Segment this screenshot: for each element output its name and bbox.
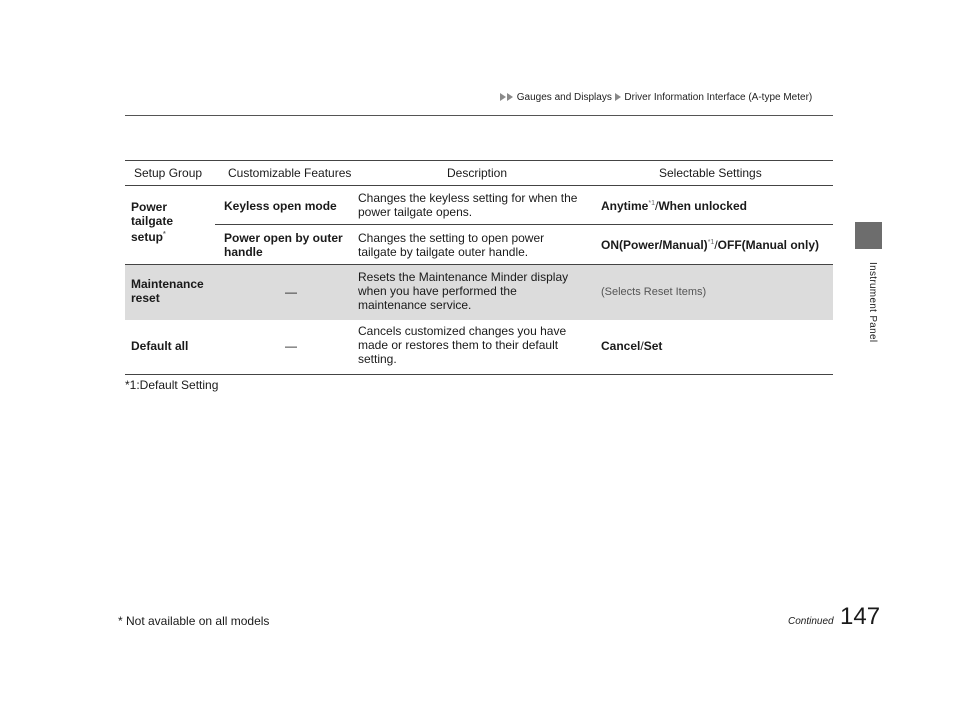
page-number: 147 (840, 603, 881, 630)
group-maintenance-reset (131, 277, 204, 305)
row-divider (215, 224, 833, 225)
feature-none: — (285, 339, 297, 353)
footnote-mark: * (163, 231, 166, 238)
header-description: Description (447, 166, 508, 180)
description-line: power tailgate opens. (358, 205, 473, 219)
separator: / (640, 339, 644, 353)
table-row-default-all (125, 320, 833, 375)
settings-table (125, 160, 833, 375)
table-row-maintenance-reset (125, 264, 833, 320)
table-row-power-tailgate (125, 186, 833, 264)
separator: / (654, 199, 659, 213)
group-label-line: tailgate (131, 214, 174, 228)
feature-line: Power open by outer (224, 231, 343, 245)
group-default-all: Default all (131, 339, 189, 353)
description-default-all (358, 324, 566, 366)
setting-option: When unlocked (658, 199, 747, 213)
description-power-open-outer-handle (358, 231, 544, 259)
feature-power-open-outer-handle (224, 231, 343, 259)
setting-option: ON(Power/Manual) (601, 238, 708, 252)
header-selectable-settings: Selectable Settings (659, 166, 762, 180)
header-setup-group: Setup Group (134, 166, 203, 180)
settings-power-open-outer-handle (601, 238, 819, 252)
description-line: setting. (358, 352, 397, 366)
description-line: Resets the Maintenance Minder display (358, 270, 569, 284)
feature-line: handle (224, 245, 263, 259)
description-line: Cancels customized changes you have (358, 324, 567, 338)
description-line: tailgate by tailgate outer handle. (358, 245, 529, 259)
table-header-row (125, 160, 833, 186)
settings-default-all (601, 339, 662, 353)
breadcrumb (500, 92, 812, 103)
breadcrumb-topic: Driver Information Interface (A-type Meter) (624, 92, 813, 103)
arrow-icon (500, 93, 506, 101)
header-customizable-features: Customizable Features (228, 166, 352, 180)
header-rule (125, 115, 833, 116)
default-mark: *1 (648, 200, 655, 207)
group-label-line: Power (131, 200, 168, 214)
description-line: maintenance service. (358, 298, 472, 312)
feature-none: — (285, 285, 297, 299)
setting-option: OFF(Manual only) (717, 238, 819, 252)
setting-option: Anytime (601, 199, 649, 213)
default-mark: *1 (707, 239, 715, 246)
table-footnote: *1:Default Setting (125, 378, 219, 392)
section-tab-marker (855, 222, 882, 249)
description-line: made or restores them to their default (358, 338, 559, 352)
section-side-label: Instrument Panel (867, 262, 878, 343)
group-label-line: reset (131, 291, 160, 305)
feature-keyless-open-mode: Keyless open mode (224, 199, 337, 213)
availability-note: * Not available on all models (118, 614, 270, 628)
setting-option: Cancel (601, 339, 641, 353)
separator: / (714, 238, 718, 252)
setting-option: Set (643, 339, 663, 353)
description-line: when you have performed the (358, 284, 517, 298)
group-power-tailgate (131, 200, 173, 244)
description-line: Changes the setting to open power (358, 231, 545, 245)
continued-label: Continued (788, 616, 834, 627)
description-maintenance-reset (358, 270, 568, 312)
arrow-icon (507, 93, 513, 101)
breadcrumb-section: Gauges and Displays (516, 92, 612, 103)
group-label-line: setup (131, 230, 164, 244)
settings-maintenance-reset: (Selects Reset Items) (601, 286, 707, 298)
settings-keyless-open-mode (601, 199, 747, 213)
description-line: Changes the keyless setting for when the (358, 191, 578, 205)
description-keyless-open-mode (358, 191, 577, 219)
arrow-icon (615, 93, 621, 101)
group-label-line: Maintenance (131, 277, 204, 291)
